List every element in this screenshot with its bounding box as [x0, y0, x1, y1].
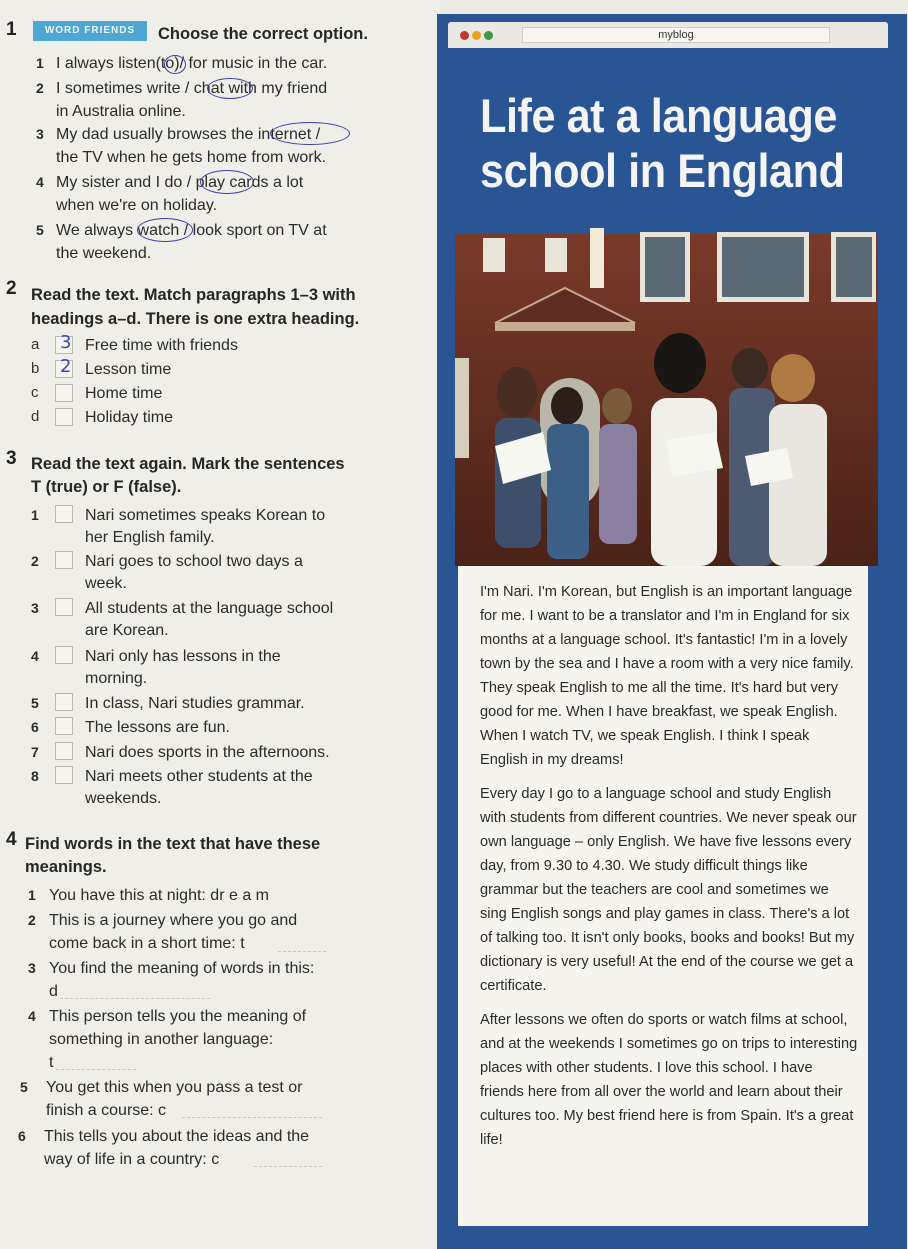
- ex4-item-3: 3 You find the meaning of words in this: d: [28, 960, 315, 1000]
- tf-box[interactable]: [55, 766, 73, 784]
- ex1-item-3: 3 My dad usually browses the internet / the TV when he gets home from work.: [36, 126, 327, 166]
- exercise-2-heading-line-1: Read the text. Match paragraphs 1–3 with: [31, 286, 356, 304]
- ex4-item-2: 2 This is a journey where you go and come back in a short time: t: [28, 912, 298, 952]
- ex3-item-1: 1 Nari sometimes speaks Korean to her English family.: [31, 507, 326, 546]
- ex3-item-2: 2 Nari goes to school two days a week.: [31, 553, 303, 592]
- tf-box[interactable]: [55, 505, 73, 523]
- exercise-3-heading-line-2: T (true) or F (false).: [31, 478, 182, 496]
- ex4-item-4: 4 This person tells you the meaning of something in another language: t: [28, 1008, 307, 1071]
- answer-blank[interactable]: [182, 1117, 322, 1118]
- answer-blank[interactable]: [56, 1069, 136, 1070]
- students-photo: [455, 228, 878, 566]
- handwritten-answer: 2: [60, 356, 72, 377]
- answer-circle: [207, 78, 253, 99]
- article-paragraph-2: Every day I go to a language school and study English with students from different countries. We never speak our own language – only English. We have five lessons every day, from 9.30 to 4.30. We study difficult things like grammar but the teachers are cool and sometimes we sing English songs and play games in class. There's a lot of talking too. It isn't only books, books and books! But my dictionary is very useful! At the end of the course we get a certificate.: [480, 786, 857, 994]
- answer-blank[interactable]: [254, 1166, 322, 1167]
- maximize-dot-icon: [484, 31, 493, 40]
- tf-box[interactable]: [55, 598, 73, 616]
- answer-box[interactable]: [55, 408, 73, 426]
- answer-blank[interactable]: [60, 998, 210, 999]
- word-friends-badge: WORD FRIENDS: [33, 21, 147, 41]
- answer-circle: [200, 170, 254, 194]
- ex3-item-8: 8 Nari meets other students at the weekends.: [31, 768, 313, 807]
- exercise-4-heading-line-1: Find words in the text that have these: [25, 835, 321, 853]
- ex4-item-5: 5 You get this when you pass a test or finish a course: c: [20, 1079, 303, 1119]
- exercises-column: 1 WORD FRIENDS Choose the correct option. 1 I always listen(to)/ for music in the car. 2 I sometimes write / chat with my friend in Australia online. 3 My dad usually browses the internet / the TV when he gets home from work. 4 My sister and I do / play cards a lot when we're on holiday. 5 We always watch / look sport on TV at the weekend. 2 Read the text. Match paragraphs 1–3 with headings a–d. There is one extra heading. a 3 Free time with friends b 2 Lesson time c Home time d Holiday time 3 Read the text again. Mark the sentences T (true) or F (false). 1 Nari sometimes speaks Korean to her English family. 2 Nari goes to school two days a week. 3 All students at the language school are Korean. 4 Nari only has lessons in the morning. 5 In class, Nari studies grammar. 6 The lessons are fun. 7 Nari does sports in the afternoons. 8 Nari meets other students at the weekends. 4 Find words in the text that have these meanings. 1 You have this at night: dr e a m 2 This is a journey where you go and come back in a short time: t 3 You find the meaning of words in this: d 4 This person tells you the meaning of something in another language: t 5 You get this when you pass a test or finish a course: c 6 This tells you about the ideas and the way of life in a country: c: [0, 0, 440, 1249]
- tf-box[interactable]: [55, 717, 73, 735]
- url-bar[interactable]: myblog: [522, 27, 830, 43]
- tf-box[interactable]: [55, 693, 73, 711]
- close-dot-icon: [460, 31, 469, 40]
- handwritten-answer: 3: [60, 332, 72, 353]
- exercise-3-number: 3: [6, 448, 17, 469]
- ex3-item-3: 3 All students at the language school are Korean.: [31, 600, 334, 639]
- exercise-2-number: 2: [6, 278, 17, 299]
- exercise-3-heading-line-1: Read the text again. Mark the sentences: [31, 455, 345, 473]
- exercise-4-number: 4: [6, 829, 17, 850]
- blog-title: Life at a language school in England: [480, 89, 845, 197]
- exercise-1-number: 1: [6, 19, 17, 40]
- blog-article: [458, 566, 868, 1226]
- students-photo-illustration: [455, 228, 878, 566]
- answer-circle: [137, 218, 193, 242]
- minimize-dot-icon: [472, 31, 481, 40]
- exercise-4-heading-line-2: meanings.: [25, 858, 107, 876]
- exercise-2-heading-line-2: headings a–d. There is one extra heading.: [31, 310, 360, 328]
- answer-box[interactable]: [55, 384, 73, 402]
- answer-blank[interactable]: [278, 951, 326, 952]
- exercise-1-heading: Choose the correct option.: [158, 25, 368, 43]
- article-paragraph-3: After lessons we often do sports or watch films at school, and at the weekends I sometimes go on trips to interesting places with other students. I love this school. I have friends here from all over the world and learn about their cultures too. My best friend here is from Spain. It's a great life!: [480, 1012, 858, 1148]
- ex3-item-4: 4 Nari only has lessons in the morning.: [31, 648, 281, 687]
- ex4-item-6: 6 This tells you about the ideas and the way of life in a country: c: [18, 1128, 310, 1168]
- tf-box[interactable]: [55, 551, 73, 569]
- article-paragraph-1: I'm Nari. I'm Korean, but English is an important language for me. I want to be a translator and I'm in England for six months at a language school. It's fantastic! I'm in a lovely town by the sea and I have a room with a very nice family. They speak English to me all the time. It's hard but very good for me. When I have breakfast, we speak English. When I watch TV, we speak English. I think I speak English in my dreams!: [480, 584, 854, 768]
- ex1-item-2: 2 I sometimes write / chat with my friend in Australia online.: [36, 80, 328, 120]
- ex1-item-4: 4 My sister and I do / play cards a lot when we're on holiday.: [36, 174, 304, 214]
- ex1-item-5: 5 We always watch / look sport on TV at the weekend.: [36, 222, 327, 262]
- answer-circle: [270, 122, 350, 145]
- tf-box[interactable]: [55, 646, 73, 664]
- answer-circle: [164, 55, 186, 74]
- tf-box[interactable]: [55, 742, 73, 760]
